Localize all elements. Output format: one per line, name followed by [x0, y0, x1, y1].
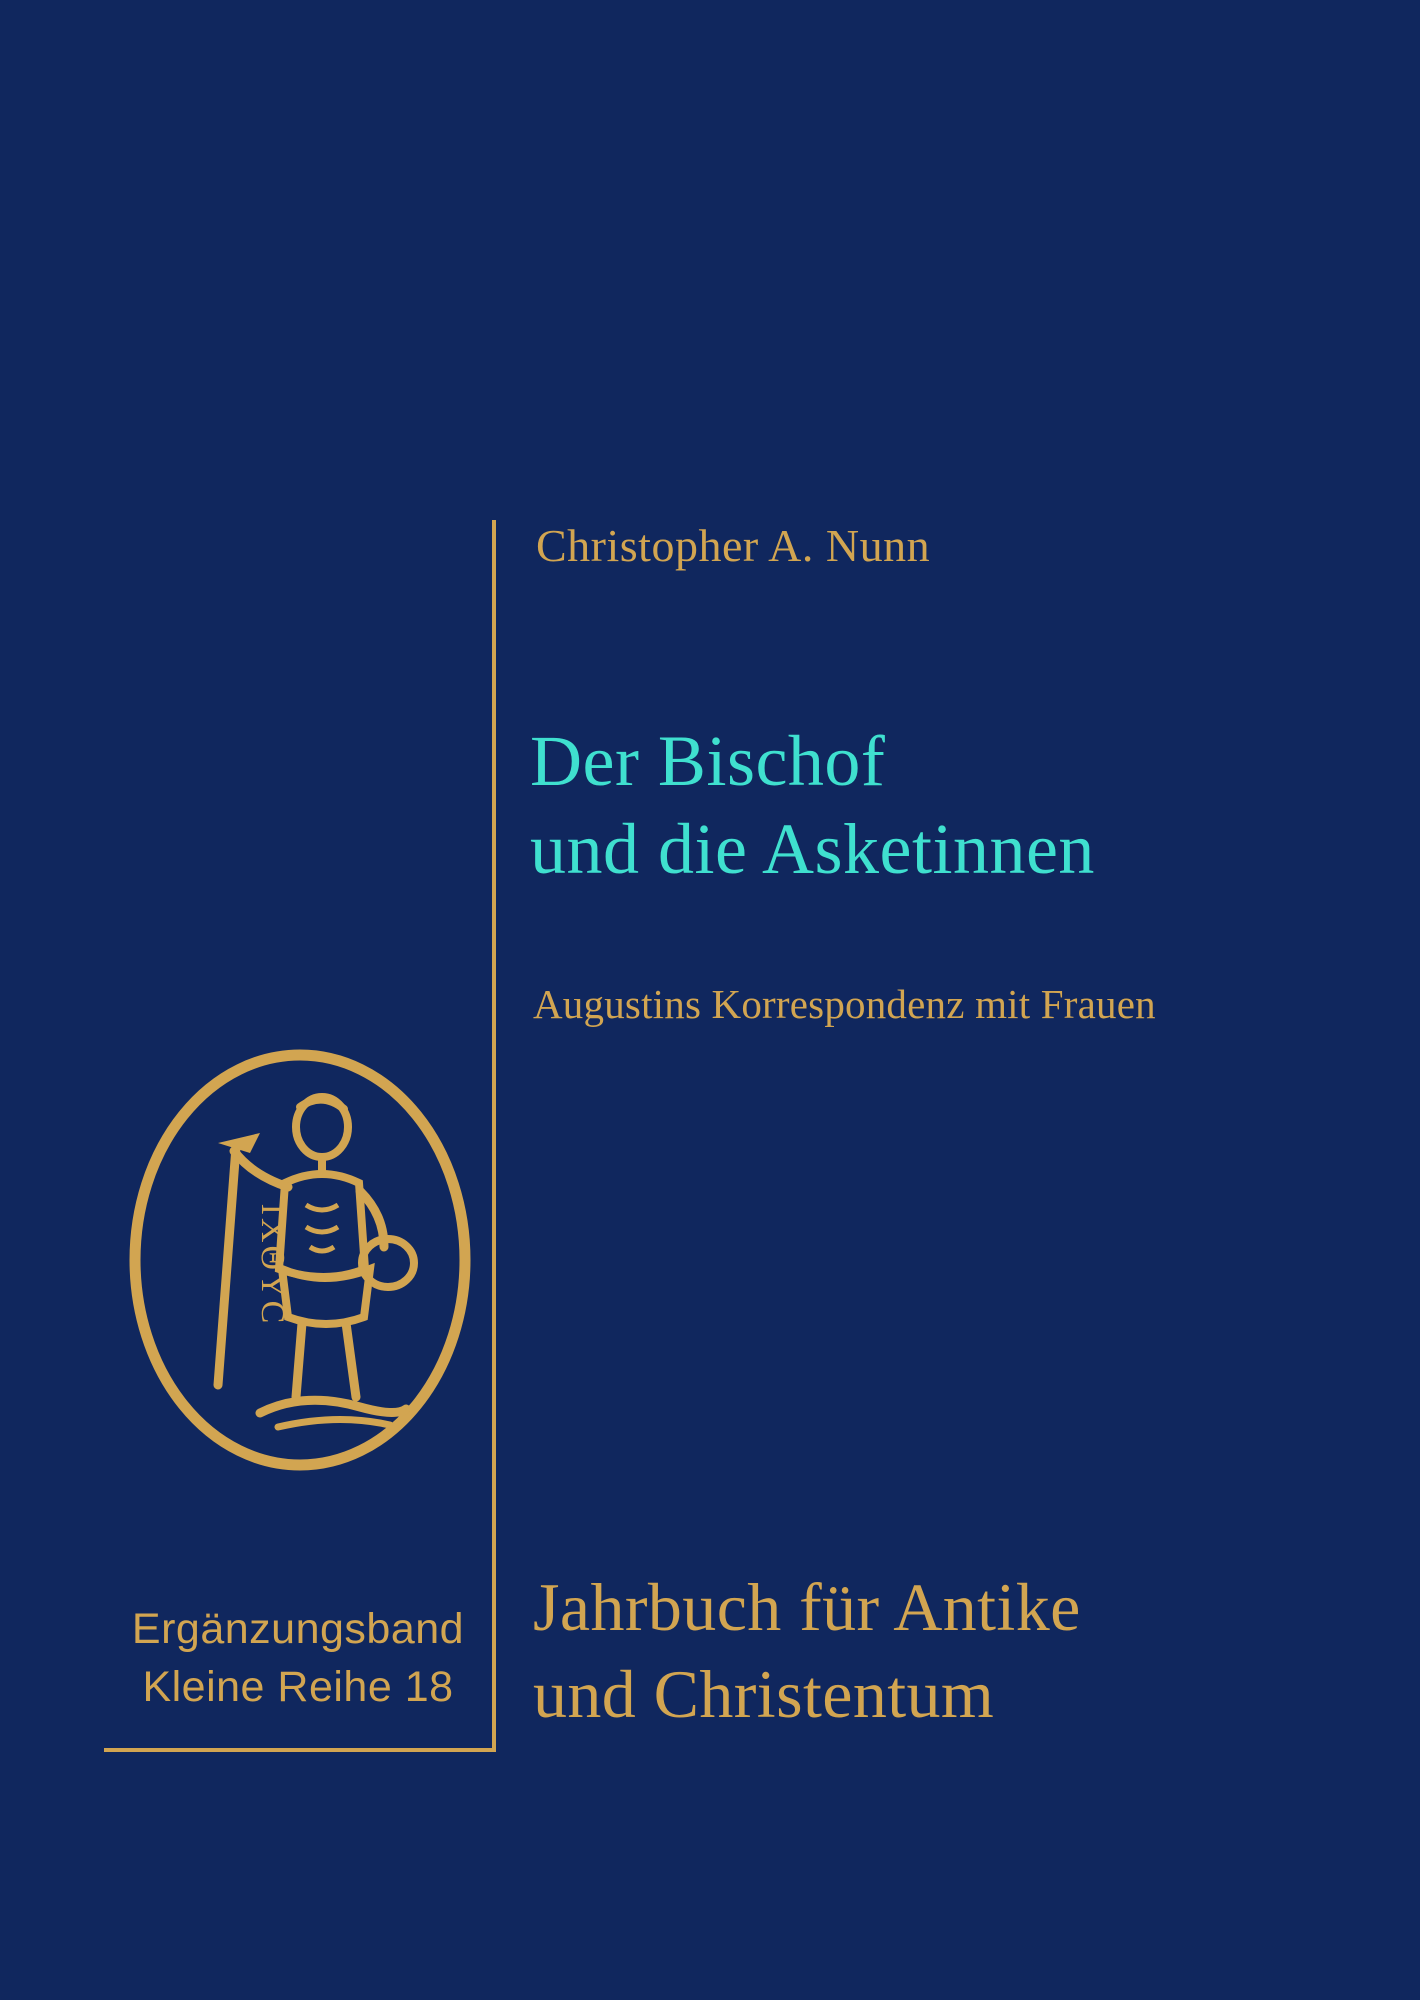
series-volume-line-2: Kleine Reihe 18 [142, 1663, 454, 1712]
book-title [530, 718, 1390, 894]
series-volume-number [100, 1600, 496, 1716]
horizontal-divider [104, 1748, 496, 1752]
svg-text:IXΘYC: IXΘYC [254, 1203, 291, 1327]
author-name: Christopher A. Nunn [536, 520, 931, 571]
series-title [533, 1564, 1393, 1738]
vertical-divider [492, 520, 496, 1752]
series-title-line-2: und Christentum [533, 1656, 995, 1733]
book-subtitle: Augustins Korrespondenz mit Frauen [533, 981, 1156, 1027]
series-title-line-1: Jahrbuch für Antike [533, 1569, 1081, 1645]
series-volume-line-1: Ergänzungsband [131, 1605, 465, 1653]
fisherman-emblem-icon [110, 1035, 490, 1485]
book-title-line-2: und die Asketinnen [530, 808, 1095, 889]
book-title-line-1: Der Bischof [530, 721, 886, 801]
